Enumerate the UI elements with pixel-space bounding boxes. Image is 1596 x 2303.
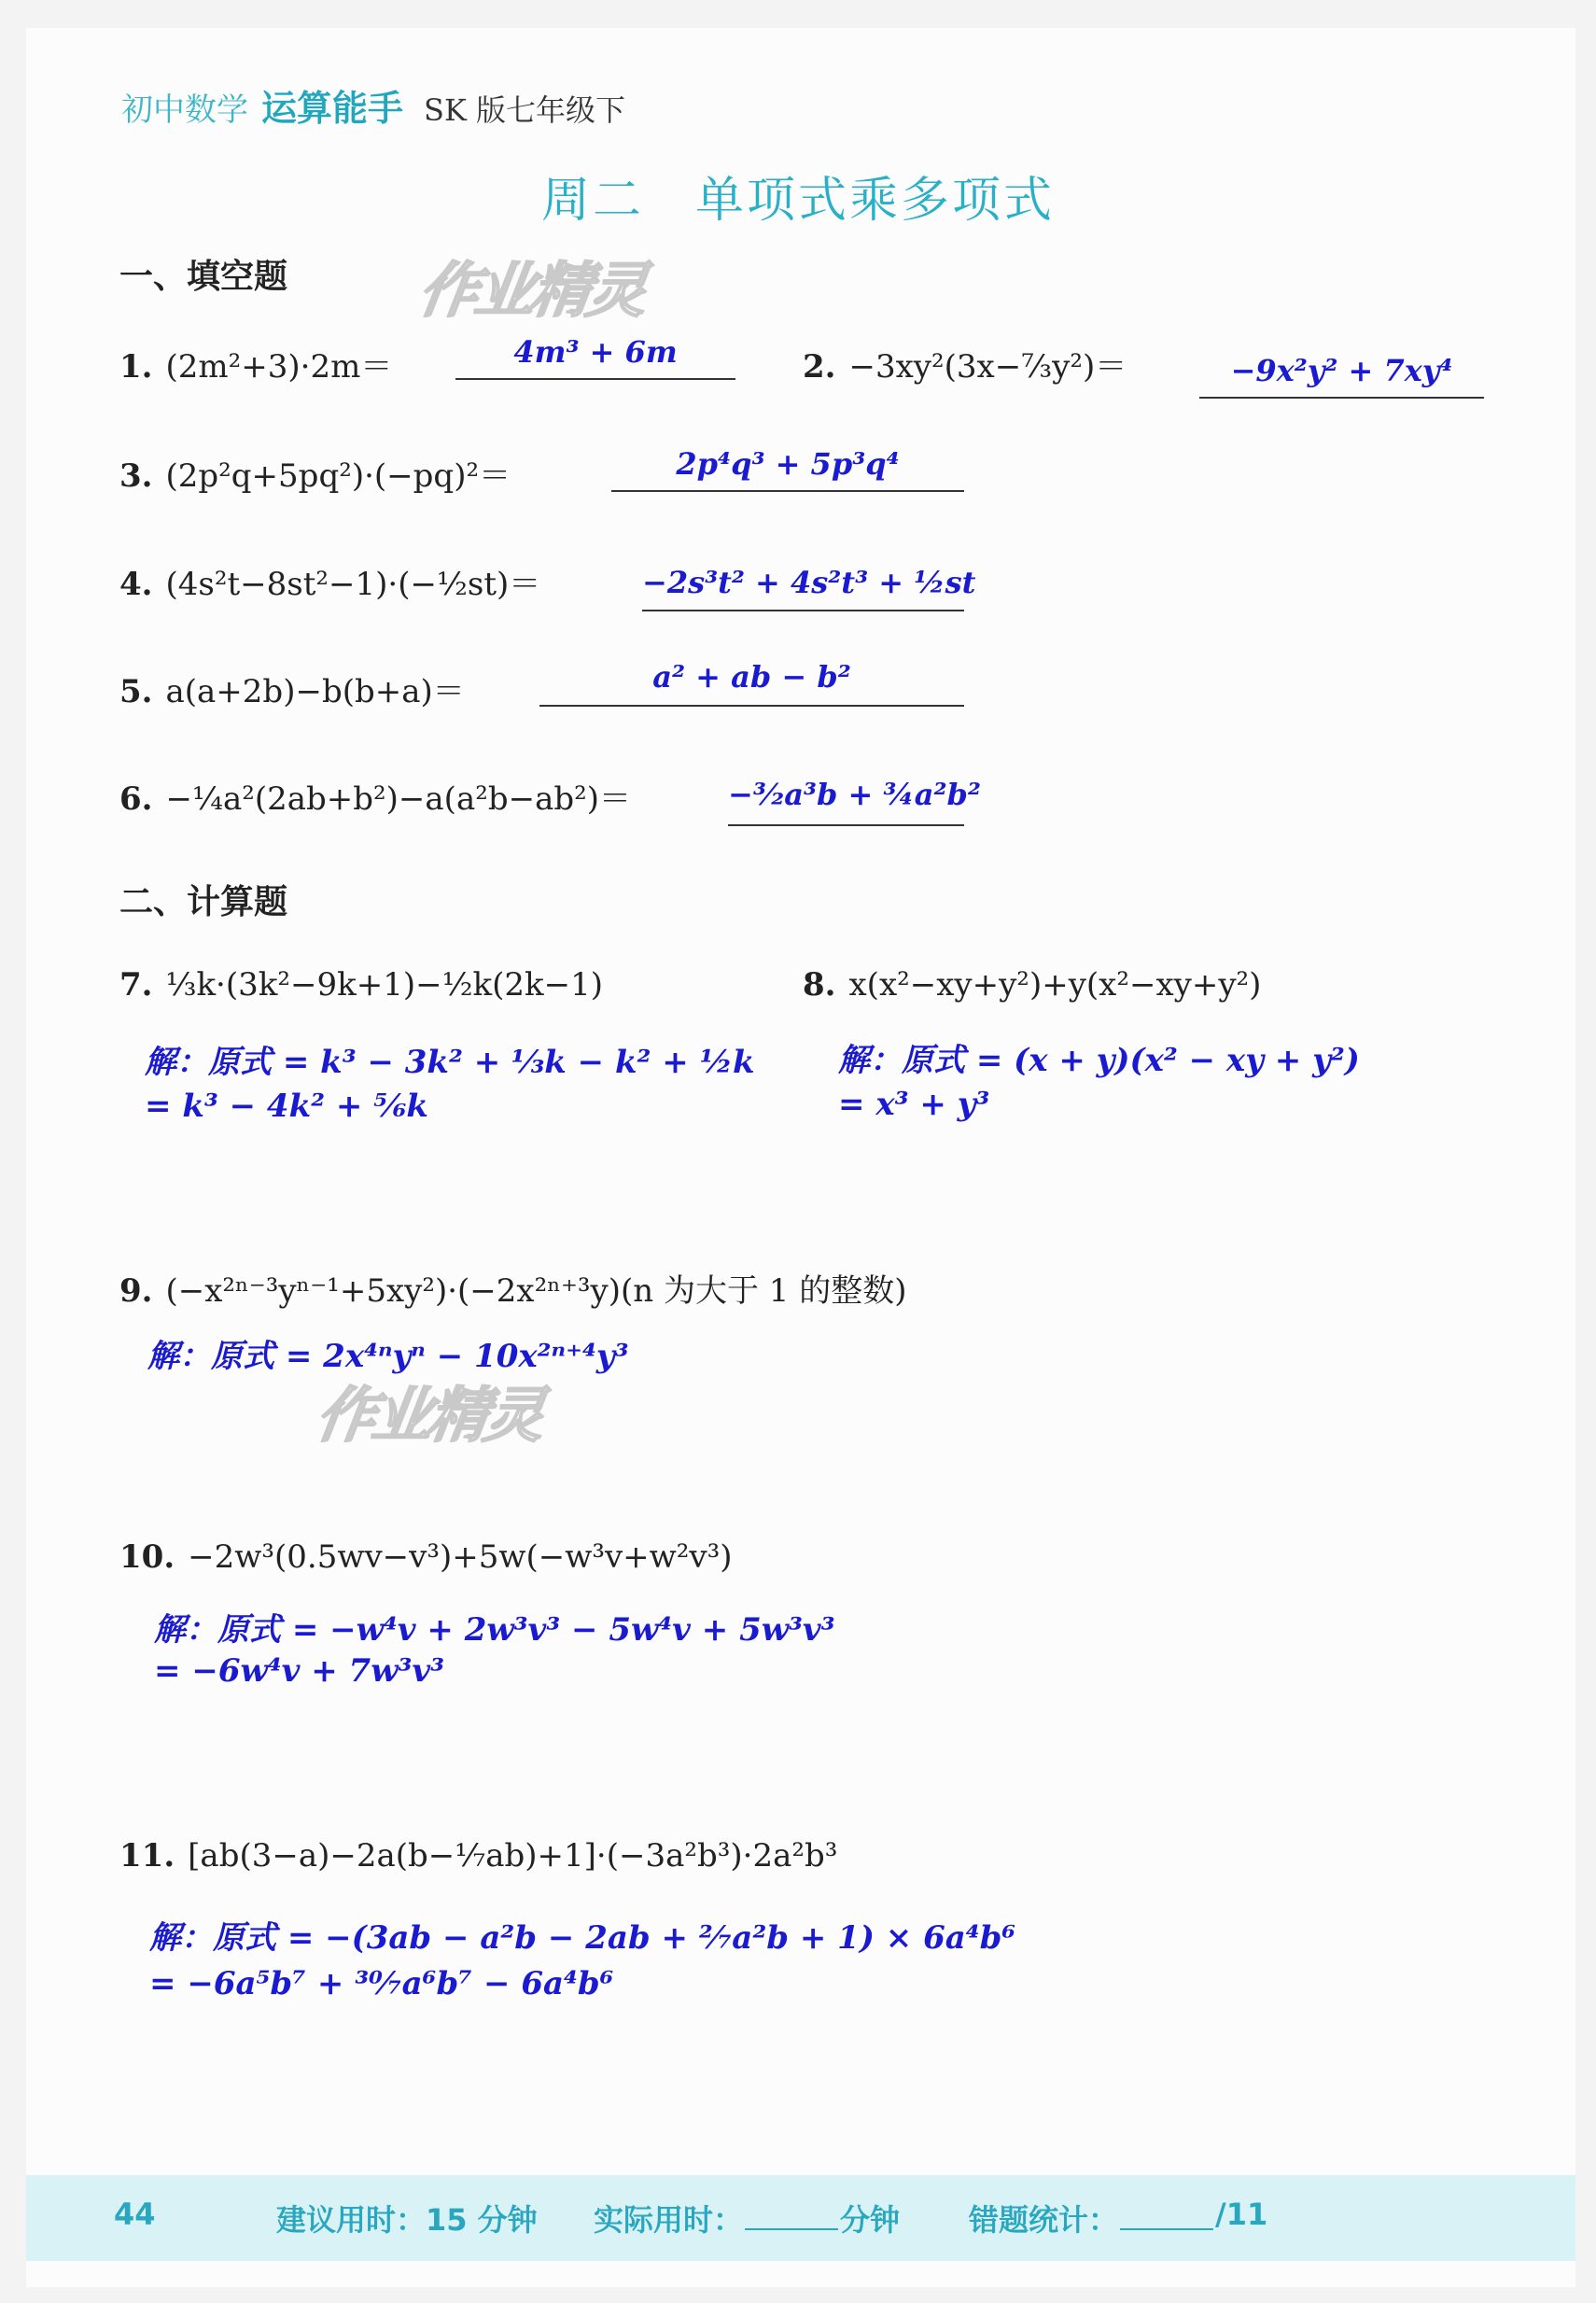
question-9 — [119, 1265, 906, 1311]
answer-4: −2s³t² + 4s²t³ + ½st — [642, 565, 976, 600]
suggested-time: 建议用时：15 分钟 — [276, 2202, 538, 2238]
question-number: 10. — [119, 1538, 175, 1576]
question-1 — [119, 341, 392, 386]
header-series: 运算能手 — [261, 88, 404, 129]
question-text: −2w³(0.5wv−v³)+5w(−w³v+w²v³) — [188, 1538, 733, 1576]
question-text: x(x²−xy+y²)+y(x²−xy+y²) — [848, 966, 1262, 1004]
page-title: 周二 单项式乘多项式 — [540, 173, 1055, 229]
solution-11-line-1: 解：原式 = −(3ab − a²b − 2ab + ²⁄₇a²b + 1) × 6a⁴b⁶ — [149, 1919, 1016, 1957]
question-number: 11. — [119, 1837, 175, 1875]
solution-11-line-2: = −6a⁵b⁷ + ³⁰⁄₇a⁶b⁷ − 6a⁴b⁶ — [149, 1965, 614, 2002]
answer-2: −9x²y² + 7xy⁴ — [1230, 353, 1453, 388]
answer-line-6 — [728, 824, 964, 826]
question-6 — [119, 773, 631, 819]
question-text: (−x²ⁿ⁻³yⁿ⁻¹+5xy²)·(−2x²ⁿ⁺³y)(n 为大于 1 的整数) — [165, 1272, 907, 1310]
header-book: 初中数学 — [121, 91, 248, 129]
page-number: 44 — [114, 2197, 156, 2232]
answer-line-1 — [455, 378, 735, 380]
solution-9-line-1: 解：原式 = 2x⁴ⁿyⁿ − 10x²ⁿ⁺⁴y³ — [147, 1338, 629, 1375]
question-text: −¼a²(2ab+b²)−a(a²b−ab²)＝ — [165, 780, 632, 818]
error-count-label: 错题统计： — [969, 2202, 1119, 2238]
actual-time-blank[interactable] — [745, 2228, 838, 2230]
solution-7-line-1: 解：原式 = k³ − 3k² + ⅓k − k² + ½k — [145, 1044, 755, 1081]
footer-bar — [26, 2175, 1575, 2261]
question-10 — [119, 1538, 733, 1576]
question-text: (4s²t−8st²−1)·(−½st)＝ — [165, 566, 541, 603]
question-text: [ab(3−a)−2a(b−⅐ab)+1]·(−3a²b³)·2a²b³ — [188, 1837, 838, 1875]
answer-1: 4m³ + 6m — [513, 334, 678, 370]
answer-line-5 — [539, 705, 964, 707]
error-count-blank[interactable] — [1120, 2228, 1213, 2230]
question-text: (2m²+3)·2m＝ — [165, 348, 393, 386]
actual-time-unit: 分钟 — [840, 2202, 901, 2238]
watermark-logo-2: 作业精灵 — [311, 1382, 546, 1451]
answer-6: −³⁄₂a³b + ¾a²b² — [728, 777, 981, 812]
question-7 — [119, 966, 603, 1004]
error-count-total: /11 — [1215, 2197, 1268, 2232]
question-number: 9. — [119, 1272, 153, 1310]
solution-7-line-2: = k³ − 4k² + ⅚k — [145, 1088, 428, 1125]
watermark-logo: 作业精灵 — [413, 257, 649, 326]
question-8 — [803, 966, 1261, 1004]
question-text: (2p²q+5pq²)·(−pq)²＝ — [165, 457, 511, 495]
question-number: 8. — [803, 966, 836, 1004]
question-3 — [119, 450, 511, 496]
question-text: ⅓k·(3k²−9k+1)−½k(2k−1) — [165, 966, 604, 1004]
question-number: 6. — [119, 780, 153, 818]
question-number: 2. — [803, 348, 836, 386]
answer-line-4 — [642, 610, 964, 611]
solution-10-line-2: = −6w⁴v + 7w³v³ — [154, 1652, 445, 1690]
solution-8-line-1: 解：原式 = (x + y)(x² − xy + y²) — [838, 1042, 1360, 1079]
answer-line-3 — [611, 490, 964, 492]
question-number: 4. — [119, 566, 153, 603]
question-number: 3. — [119, 457, 153, 495]
question-2 — [803, 341, 1127, 386]
question-number: 5. — [119, 673, 153, 710]
question-11 — [119, 1837, 837, 1875]
section-compute-heading: 二、计算题 — [119, 883, 288, 921]
question-number: 1. — [119, 348, 153, 386]
answer-3: 2p⁴q³ + 5p³q⁴ — [676, 446, 900, 482]
solution-8-line-2: = x³ + y³ — [838, 1086, 990, 1123]
question-text: −3xy²(3x−⁷⁄₃y²)＝ — [848, 348, 1127, 386]
actual-time-label: 实际用时： — [594, 2202, 744, 2238]
question-number: 7. — [119, 966, 153, 1004]
page-header — [121, 79, 625, 131]
question-5 — [119, 666, 465, 711]
section-fill-in-heading: 一、填空题 — [119, 258, 288, 296]
solution-10-line-1: 解：原式 = −w⁴v + 2w³v³ − 5w⁴v + 5w³v³ — [154, 1611, 835, 1649]
question-4 — [119, 558, 540, 604]
question-text: a(a+2b)−b(b+a)＝ — [165, 673, 465, 710]
answer-line-2 — [1199, 397, 1484, 399]
answer-5: a² + ab − b² — [652, 659, 851, 695]
header-edition: SK 版七年级下 — [424, 92, 626, 128]
